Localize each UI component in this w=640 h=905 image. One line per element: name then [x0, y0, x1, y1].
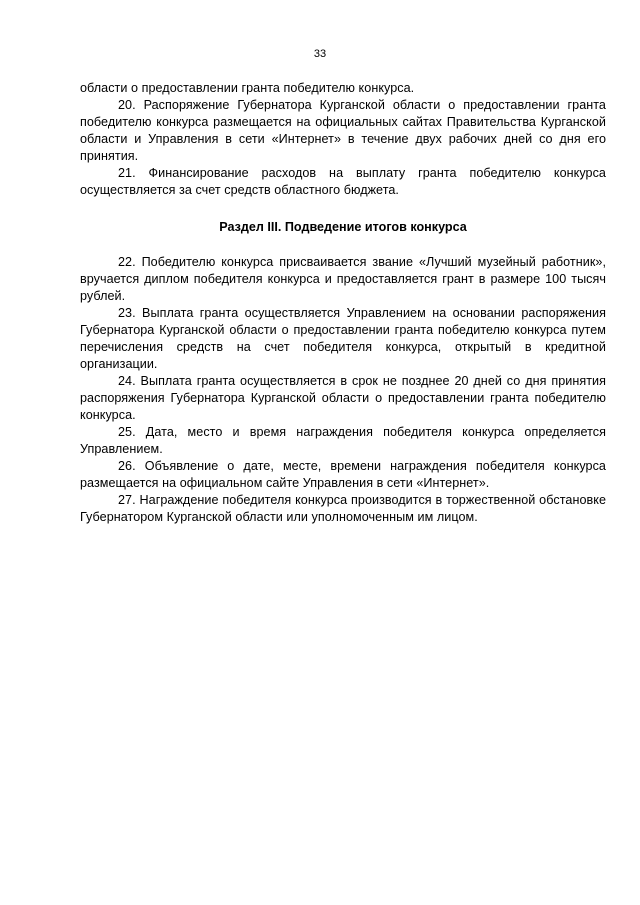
- paragraph-26: 26. Объявление о дате, месте, времени награждения победителя конкурса размещается на официальном сайте Управления в сети «Интернет».: [80, 459, 606, 490]
- paragraph-22: 22. Победителю конкурса присваивается звание «Лучший музейный работник», вручается диплом победителя конкурса и предоставляется грант в размере 100 тысяч рублей.: [80, 255, 606, 303]
- document-body: [80, 80, 606, 526]
- paragraph-27: 27. Награждение победителя конкурса производится в торжественной обстановке Губернатором Курганской области или уполномоченным им лицом.: [80, 493, 606, 524]
- paragraph-23: 23. Выплата гранта осуществляется Управлением на основании распоряжения Губернатора Курганской области о предоставлении гранта победителю конкурса путем перечисления средств на счет победителя конкурса, открытый в кредитной организации.: [80, 306, 606, 371]
- paragraph-25: 25. Дата, место и время награждения победителя конкурса определяется Управлением.: [80, 425, 606, 456]
- page-number: 33: [313, 48, 327, 60]
- section-heading: Раздел III. Подведение итогов конкурса: [219, 220, 467, 234]
- paragraph-21: 21. Финансирование расходов на выплату гранта победителю конкурса осуществляется за счет средств областного бюджета.: [80, 166, 606, 197]
- paragraph-24: 24. Выплата гранта осуществляется в срок не позднее 20 дней со дня принятия распоряжения Губернатора Курганской области о предоставлении гранта победителю конкурса.: [80, 374, 606, 422]
- paragraph-continuation: области о предоставлении гранта победителю конкурса.: [80, 81, 415, 95]
- paragraph-20: 20. Распоряжение Губернатора Курганской области о предоставлении гранта победителю конкурса размещается на официальных сайтах Правительства Курганской области и Управления в сети «Интернет» в течение двух рабочих дней со дня его принятия.: [80, 98, 606, 163]
